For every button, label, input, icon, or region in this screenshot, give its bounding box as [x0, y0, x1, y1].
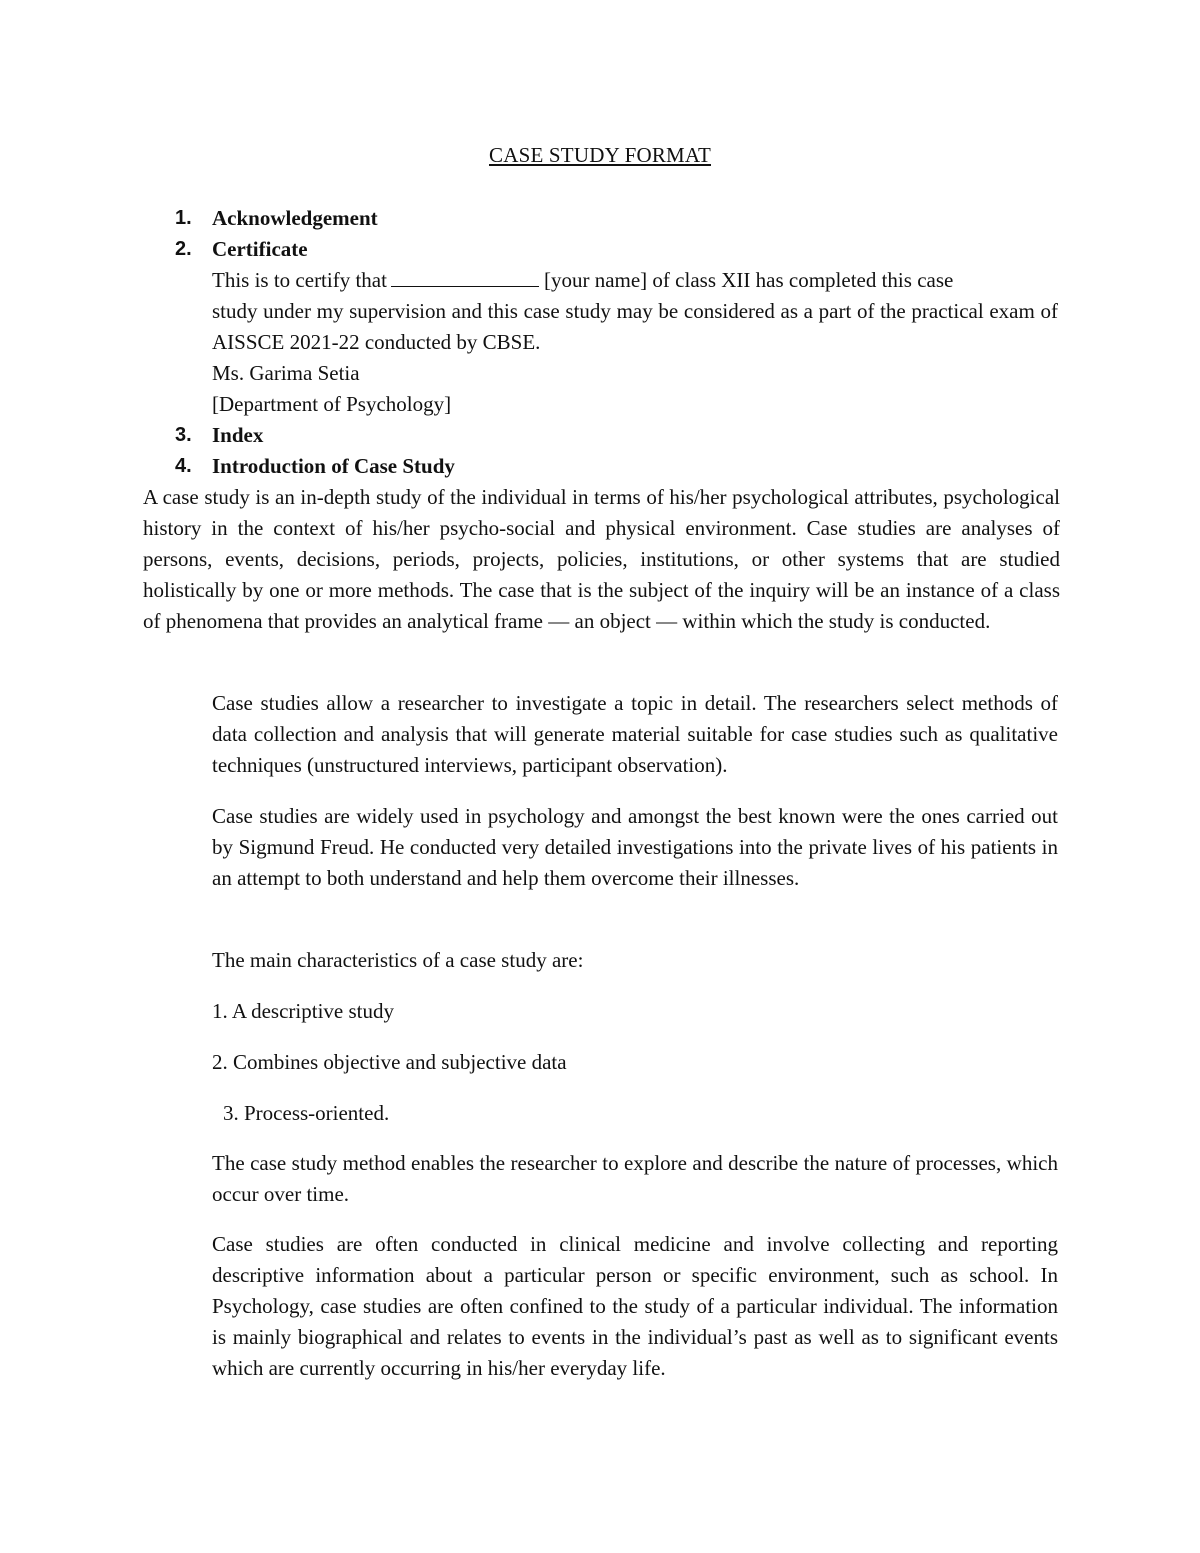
list-item: 3. Process-oriented. [223, 1101, 390, 1125]
section-heading-index: Index [212, 423, 264, 447]
section-number: 4. [175, 455, 192, 477]
section-heading-introduction: Introduction of Case Study [212, 454, 455, 478]
name-blank-line [391, 266, 539, 287]
certificate-text-start: This is to certify that [212, 268, 387, 292]
certificate-line1 [212, 265, 1058, 296]
section-number: 2. [175, 238, 192, 260]
paragraph-freud: Case studies are widely used in psychology and amongst the best known were the ones carried out by Sigmund Freud. He conducted very detailed investigations into the private lives of his patients in an attempt to both understand and help them overcome their illnesses. [212, 804, 1058, 890]
section-number: 3. [175, 424, 192, 446]
certificate-body: study under my supervision and this case study may be considered as a part of the practical exam of AISSCE 2021-22 conducted by CBSE. [212, 299, 1058, 354]
certificate-signatory: Ms. Garima Setia [212, 361, 360, 385]
list-item: 2. Combines objective and subjective data [212, 1050, 567, 1074]
document-title: CASE STUDY FORMAT [489, 143, 711, 167]
certificate-text-end: [your name] of class XII has completed this case [543, 268, 954, 292]
intro-paragraph: A case study is an in-depth study of the individual in terms of his/her psychological attributes, psychological history in the context of his/her psycho-social and physical environment. Case studies are analyses of persons, events, decisions, periods, projects, policies, institutions, or other systems that are studied holistically by one or more methods. The case that is the subject of the inquiry will be an instance of a class of phenomena that provides an analytical frame — an object — within which the study is conducted. [143, 485, 1060, 633]
section-heading-acknowledgement: Acknowledgement [212, 206, 378, 230]
paragraph-researcher: Case studies allow a researcher to investigate a topic in detail. The researchers select methods of data collection and analysis that will generate material suitable for case studies such as qualitative techniques (unstructured interviews, participant observation). [212, 691, 1058, 777]
section-number: 1. [175, 207, 192, 229]
characteristics-intro: The main characteristics of a case study are: [212, 948, 584, 972]
paragraph-clinical: Case studies are often conducted in clinical medicine and involve collecting and reporting descriptive information about a particular person or specific environment, such as school. In Psychology, case studies are often confined to the study of a particular individual. The information is mainly biographical and relates to events in the individual’s past as well as to significant events which are currently occurring in his/her everyday life. [212, 1232, 1058, 1380]
section-heading-certificate: Certificate [212, 237, 308, 261]
paragraph-method: The case study method enables the researcher to explore and describe the nature of processes, which occur over time. [212, 1151, 1058, 1206]
list-item: 1. A descriptive study [212, 999, 394, 1023]
certificate-department: [Department of Psychology] [212, 392, 452, 416]
